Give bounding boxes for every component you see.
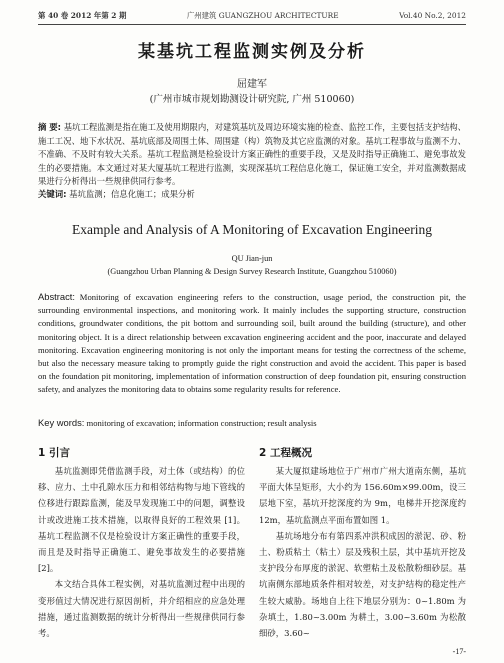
section-introduction <box>38 443 245 641</box>
author-chinese: 屈建军 <box>237 79 267 90</box>
section-project-overview <box>259 443 466 641</box>
title-chinese: 某基坑工程监测实例及分析 <box>138 42 366 62</box>
header-volume-en: Vol.40 No.2, 2012 <box>399 10 466 20</box>
author-english: QU Jian-jun <box>231 254 273 263</box>
section-2-heading: 2 工程概况 <box>259 447 312 459</box>
keywords-cn-label: 关键词: <box>38 189 67 199</box>
affiliation-english: (Guangzhou Urban Planning & Design Survey Research Institute, Guangzhou 510060) <box>107 267 397 276</box>
abstract-english <box>38 290 466 397</box>
title-english: Example and Analysis of A Monitoring of Excavation Engineering <box>72 222 432 237</box>
abstract-en-text: Monitoring of excavation engineering refers to the construction, usage period, the construction pit, the surrounding environmental inspections, and monitoring work. It mainly includes the supporting structure, construction conditions, groundwater conditions, the pit bottom and surrounding soil, built around the building (structure), and other monitoring object. It is a direct relationship between excavation engineering accident and the poor, inaccurate and delayed monitoring. Excavation engineering monitoring is not only the important means for testing the correctness of the scheme, but also the necessary measure taking to promptly guide the right construction and avoid the accident. This paper is based on the foundation pit monitoring, implementation of information construction of deep foundation pit, ensuring construction safety, and analyzes the monitoring data to obtains some regularity results for reference. <box>38 292 466 395</box>
section-1-paragraph: 本文结合具体工程实例，对基坑监测过程中出现的变形值过大情况进行原因剖析，并介绍相应的应急处理措施，通过监测数据的统计分析得出一些规律供同行参考。 <box>38 579 245 639</box>
section-2-paragraph: 基坑场地分布有第四系冲洪积成因的淤泥、砂、粉土、粉质粘土（粘土）层及残积土层，其中基坑开挖及支护段分布厚度的淤泥、软塑粘土及松散粉细砂层。基坑南侧东部地质条件相对较差，对支护结构的稳定性产生较大威胁。场地自上往下地层分别为：0~1.80m 为杂填土，1.80~3.00m 为耕土，3.00~3.60m 为松散细砂，3.60~ <box>259 530 466 639</box>
header-rule <box>38 24 466 25</box>
header-journal: 广州建筑 GUANGZHOU ARCHITECTURE <box>186 10 339 20</box>
abstract-cn-label: 摘 要: <box>38 122 62 132</box>
keywords-english <box>38 416 466 430</box>
affiliation-chinese: (广州市城市规划勘测设计研究院, 广州 510060) <box>149 94 355 105</box>
keywords-en-label: Key words: <box>38 417 85 428</box>
keywords-en-text: monitoring of excavation; information construction; result analysis <box>86 418 317 428</box>
page-number: -17- <box>452 647 466 656</box>
section-2-paragraph: 某大厦拟建场地位于广州市广州大道南东侧，基坑平面大体呈矩形，大小约为 156.60m×99.00m，设三层地下室，基坑开挖深度约为 9m，电梯井开挖深度约 12m，基坑监测点平面布置如图 1。 <box>259 466 466 525</box>
abstract-chinese <box>38 121 466 189</box>
running-header <box>38 8 466 22</box>
keywords-chinese <box>38 188 466 202</box>
header-volume: 第 40 卷 2012 年第 2 期 <box>38 10 127 20</box>
section-1-heading: 1 引言 <box>38 447 70 459</box>
abstract-cn-text: 基坑工程监测是指在施工及使用期限内，对建筑基坑及周边环境实施的检查、监控工作，主要包括支护结构、施工工况、地下水状况、基坑底部及周围土体、周围建（构）筑物及其它应监测的对象。基坑工程事故与监测不力、不准确、不及时有较大关系。基坑工程监测是检验设计方案正确性的重要手段，又是及时指导正确施工、避免事故发生的必要措施。本文通过对某大厦基坑工程进行监测，实现深基坑工程信息化施工，保证施工安全，并对监测数据成果进行分析得出一些规律供同行参考。 <box>38 122 467 186</box>
section-1-paragraph: 基坑监测即凭借监测手段，对土体（或结构）的位移、应力、土中孔隙水压力和相邻结构物与地下管线的位移进行跟踪监测，能及早发现施工中的问题，调整设计或改进施工技术措施，以取得良好的工程效果 [1]。基坑工程监测不仅是检验设计方案正确性的重要手段，而且是及时指导正确施工、避免事故发生的必要措施 [2]。 <box>38 466 245 574</box>
abstract-en-label: Abstract: <box>38 291 75 302</box>
keywords-cn-text: 基坑监测；信息化施工；成果分析 <box>69 189 195 199</box>
